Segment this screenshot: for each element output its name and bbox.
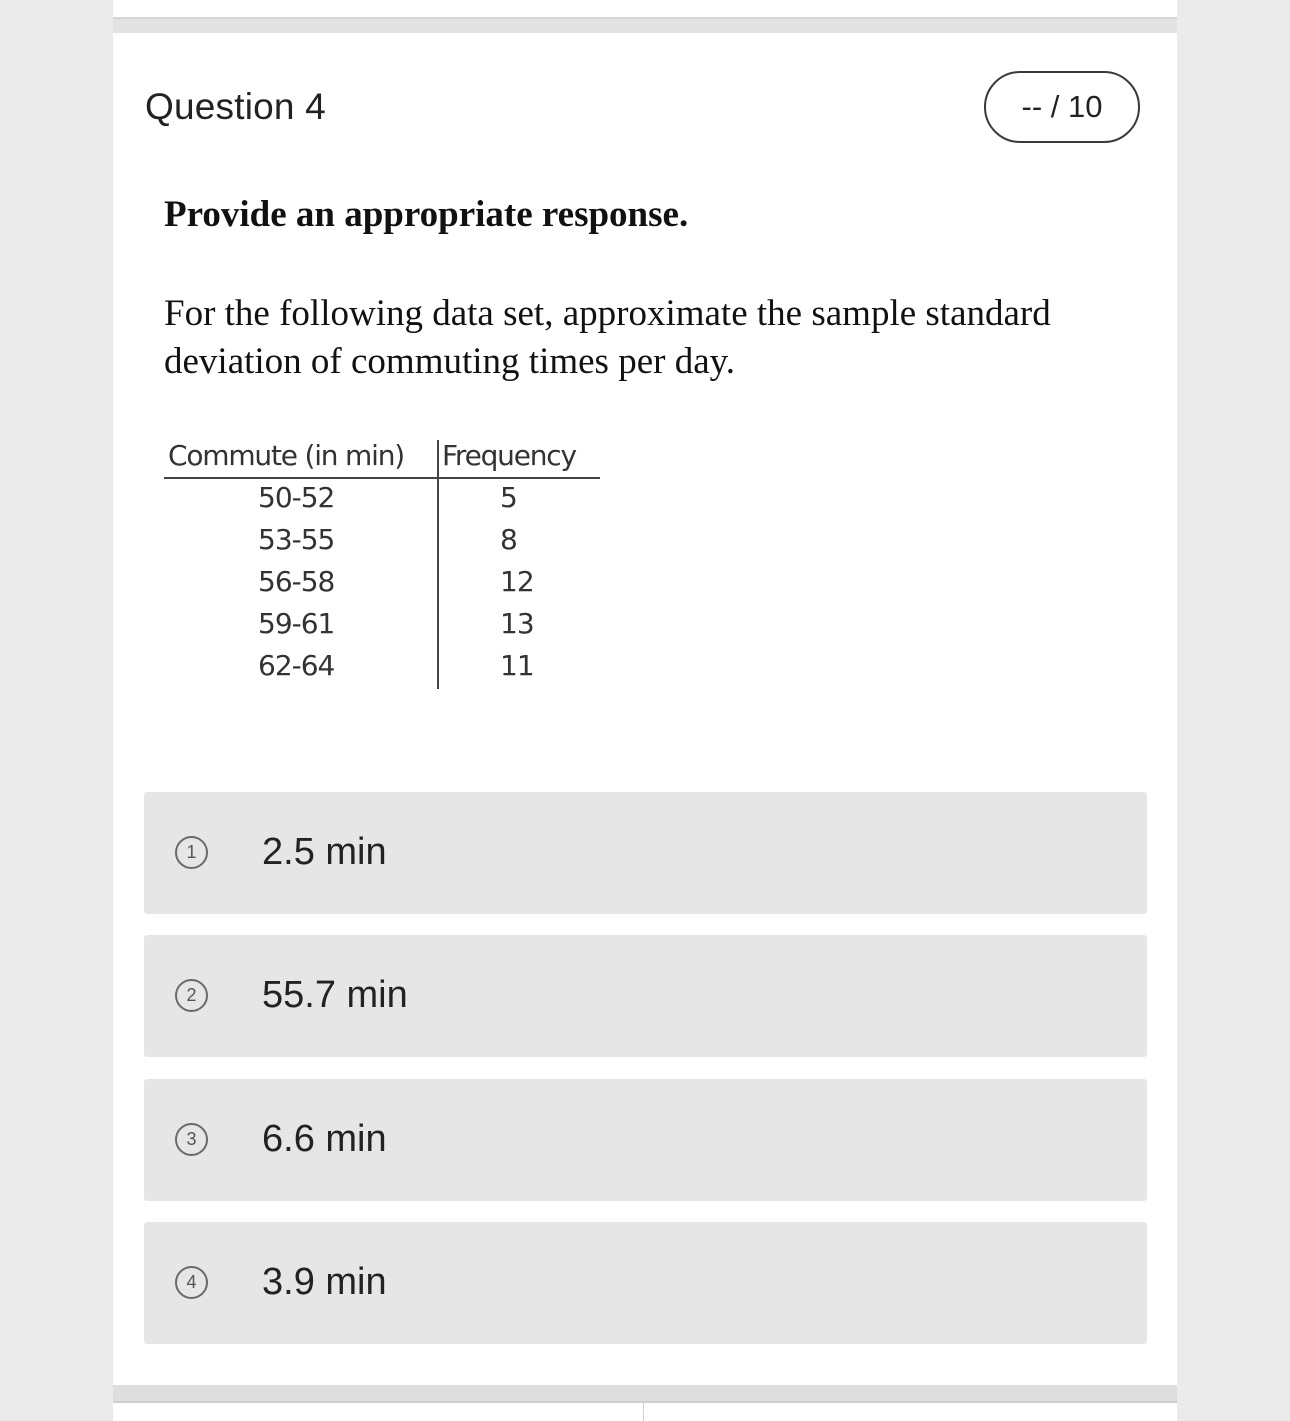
option-number-badge: 3 — [175, 1123, 208, 1156]
option-label: 3.9 min — [262, 1261, 387, 1303]
table-header-rule — [164, 477, 600, 479]
option-number-badge: 2 — [175, 979, 208, 1012]
bottom-divider-tick — [643, 1403, 644, 1421]
table-header-commute: Commute (in min) — [168, 439, 404, 472]
table-cell-frequency: 12 — [500, 565, 534, 598]
table-header-frequency: Frequency — [442, 439, 576, 472]
option-label: 6.6 min — [262, 1118, 387, 1160]
table-cell-commute: 56-58 — [258, 565, 335, 598]
bottom-divider — [113, 1385, 1177, 1403]
answer-option-3[interactable] — [144, 1079, 1147, 1201]
question-instruction: Provide an appropriate response. — [164, 194, 689, 235]
option-label: 2.5 min — [262, 831, 387, 873]
table-cell-commute: 59-61 — [258, 607, 335, 640]
option-number-badge: 1 — [175, 836, 208, 869]
table-cell-commute: 50-52 — [258, 481, 335, 514]
table-cell-commute: 53-55 — [258, 523, 335, 556]
option-number-badge: 4 — [175, 1266, 208, 1299]
top-divider — [113, 17, 1177, 33]
frequency-table — [164, 437, 600, 689]
answer-option-1[interactable] — [144, 792, 1147, 914]
answer-option-4[interactable] — [144, 1222, 1147, 1344]
table-cell-frequency: 13 — [500, 607, 534, 640]
question-prompt: For the following data set, approximate the sample standard deviation of commuting times per day. — [164, 293, 1051, 382]
answer-option-2[interactable] — [144, 935, 1147, 1057]
table-cell-frequency: 5 — [500, 481, 517, 514]
table-cell-commute: 62-64 — [258, 649, 335, 682]
score-badge: -- / 10 — [984, 71, 1140, 143]
option-label: 55.7 min — [262, 974, 408, 1016]
question-card — [113, 0, 1177, 1421]
question-title: Question 4 — [145, 86, 326, 127]
table-column-rule — [437, 440, 439, 689]
table-cell-frequency: 11 — [500, 649, 534, 682]
table-cell-frequency: 8 — [500, 523, 517, 556]
